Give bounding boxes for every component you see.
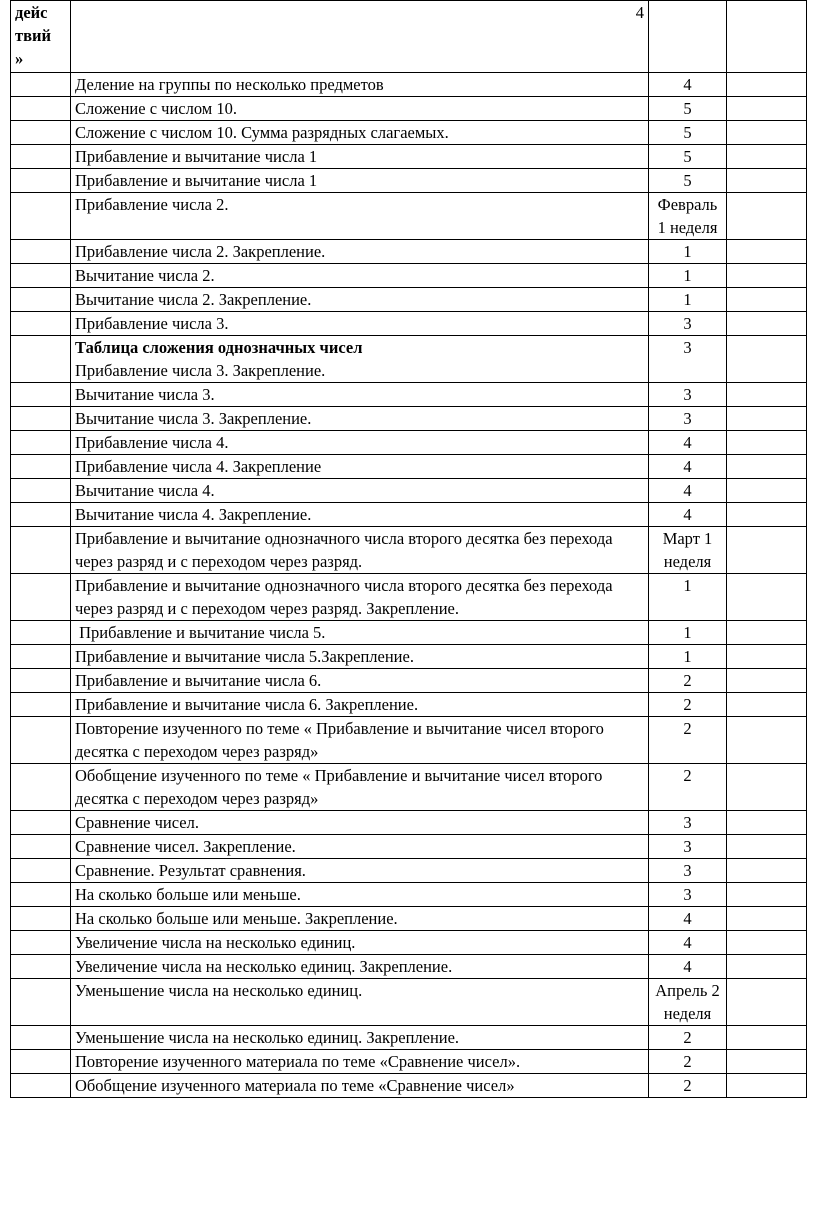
row-empty-cell bbox=[727, 121, 807, 145]
row-empty-cell bbox=[11, 764, 71, 811]
table-row bbox=[11, 621, 807, 645]
row-empty-cell bbox=[11, 811, 71, 835]
topic-text: Прибавление числа 2. Закрепление. bbox=[75, 242, 326, 261]
topic-cell bbox=[71, 121, 649, 145]
hours-cell: 5 bbox=[649, 169, 727, 193]
topic-text: Сложение с числом 10. bbox=[75, 99, 237, 118]
hours-cell: 3 bbox=[649, 312, 727, 336]
topic-text: Вычитание числа 2. Закрепление. bbox=[75, 290, 312, 309]
table-row bbox=[11, 907, 807, 931]
topic-text: Прибавление и вычитание числа 6. bbox=[75, 671, 322, 690]
row-empty-cell bbox=[727, 336, 807, 383]
topic-cell bbox=[71, 145, 649, 169]
row-empty-cell bbox=[727, 883, 807, 907]
hours-cell: 5 bbox=[649, 121, 727, 145]
table-row bbox=[11, 336, 807, 383]
row-empty-cell bbox=[727, 383, 807, 407]
hours-cell: 3 bbox=[649, 383, 727, 407]
hours-cell: 2 bbox=[649, 1050, 727, 1074]
row-empty-cell bbox=[727, 1074, 807, 1098]
topic-text: Сложение с числом 10. Сумма разрядных слагаемых. bbox=[75, 123, 449, 142]
row-empty-cell bbox=[727, 669, 807, 693]
topic-text: Увеличение числа на несколько единиц. Закрепление. bbox=[75, 957, 453, 976]
topic-text: Деление на группы по несколько предметов bbox=[75, 75, 384, 94]
row-empty-cell bbox=[727, 407, 807, 431]
row-empty-cell bbox=[727, 312, 807, 336]
topic-cell bbox=[71, 527, 649, 574]
topic-text: Повторение изученного по теме « Прибавление и вычитание чисел второго десятка с переходом через разряд» bbox=[75, 719, 604, 761]
row-empty-cell bbox=[11, 717, 71, 764]
hours-cell: 4 bbox=[649, 955, 727, 979]
row-empty-cell bbox=[11, 645, 71, 669]
topic-cell bbox=[71, 97, 649, 121]
table-row bbox=[11, 288, 807, 312]
head-empty-cell bbox=[727, 1, 807, 73]
hours-cell: 2 bbox=[649, 717, 727, 764]
topic-cell bbox=[71, 1026, 649, 1050]
table-row bbox=[11, 645, 807, 669]
row-empty-cell bbox=[727, 574, 807, 621]
topic-text: Вычитание числа 2. bbox=[75, 266, 215, 285]
row-empty-cell bbox=[11, 73, 71, 97]
table-row bbox=[11, 193, 807, 240]
table-row bbox=[11, 121, 807, 145]
topic-cell bbox=[71, 669, 649, 693]
row-empty-cell bbox=[11, 955, 71, 979]
table-row bbox=[11, 383, 807, 407]
table-row bbox=[11, 931, 807, 955]
topic-text: Сравнение чисел. bbox=[75, 813, 199, 832]
table-row bbox=[11, 312, 807, 336]
topic-text: Прибавление и вычитание числа 5.Закрепление. bbox=[75, 647, 414, 666]
row-empty-cell bbox=[11, 407, 71, 431]
hours-cell: 1 bbox=[649, 645, 727, 669]
hours-cell: 5 bbox=[649, 145, 727, 169]
topic-text: Вычитание числа 3. Закрепление. bbox=[75, 409, 312, 428]
hours-cell: 2 bbox=[649, 669, 727, 693]
row-empty-cell bbox=[11, 859, 71, 883]
table-row bbox=[11, 883, 807, 907]
table-row bbox=[11, 455, 807, 479]
topic-cell bbox=[71, 73, 649, 97]
row-empty-cell bbox=[11, 336, 71, 383]
table-row bbox=[11, 835, 807, 859]
topic-cell bbox=[71, 431, 649, 455]
topic-cell bbox=[71, 859, 649, 883]
topic-text: Прибавление и вычитание числа 6. Закрепление. bbox=[75, 695, 419, 714]
row-empty-cell bbox=[11, 288, 71, 312]
activity-label-cell: дейс твий » bbox=[11, 1, 71, 73]
topic-text: Повторение изученного материала по теме «Сравнение чисел». bbox=[75, 1052, 521, 1071]
row-empty-cell bbox=[11, 97, 71, 121]
topic-text: Прибавление и вычитание однозначного числа второго десятка без перехода через разряд и с переходом через разряд. Закрепление. bbox=[75, 576, 613, 618]
topic-cell bbox=[71, 574, 649, 621]
topic-cell bbox=[71, 264, 649, 288]
head-number-cell: 4 bbox=[71, 1, 649, 73]
table-row bbox=[11, 693, 807, 717]
topic-cell bbox=[71, 383, 649, 407]
hours-cell: 3 bbox=[649, 407, 727, 431]
row-empty-cell bbox=[11, 264, 71, 288]
table-row bbox=[11, 479, 807, 503]
row-empty-cell bbox=[727, 859, 807, 883]
table-row bbox=[11, 811, 807, 835]
hours-cell: 2 bbox=[649, 764, 727, 811]
topic-cell bbox=[71, 883, 649, 907]
row-empty-cell bbox=[727, 717, 807, 764]
table-row bbox=[11, 979, 807, 1026]
topic-text: Прибавление числа 3. bbox=[75, 314, 229, 333]
table-row bbox=[11, 1026, 807, 1050]
hours-cell: 4 bbox=[649, 503, 727, 527]
row-empty-cell bbox=[727, 693, 807, 717]
head-empty-cell bbox=[649, 1, 727, 73]
table-row bbox=[11, 240, 807, 264]
row-empty-cell bbox=[11, 574, 71, 621]
topic-text: На сколько больше или меньше. bbox=[75, 885, 301, 904]
table-row bbox=[11, 717, 807, 764]
row-empty-cell bbox=[727, 931, 807, 955]
lesson-plan-table bbox=[10, 0, 807, 1098]
row-empty-cell bbox=[11, 455, 71, 479]
topic-text: Вычитание числа 4. Закрепление. bbox=[75, 505, 312, 524]
hours-cell: Февраль 1 неделя bbox=[649, 193, 727, 240]
hours-cell: 5 bbox=[649, 97, 727, 121]
row-empty-cell bbox=[11, 503, 71, 527]
topic-text: Уменьшение числа на несколько единиц. bbox=[75, 981, 363, 1000]
row-empty-cell bbox=[727, 288, 807, 312]
hours-cell: 3 bbox=[649, 811, 727, 835]
hours-cell: 1 bbox=[649, 574, 727, 621]
topic-text: Увеличение числа на несколько единиц. bbox=[75, 933, 356, 952]
hours-cell: 1 bbox=[649, 240, 727, 264]
table-row bbox=[11, 407, 807, 431]
hours-cell: 1 bbox=[649, 621, 727, 645]
hours-cell: 1 bbox=[649, 288, 727, 312]
row-empty-cell bbox=[11, 240, 71, 264]
table-row bbox=[11, 1074, 807, 1098]
topic-text: Прибавление и вычитание числа 5. bbox=[75, 623, 326, 642]
topic-cell bbox=[71, 717, 649, 764]
table-row bbox=[11, 503, 807, 527]
hours-cell: 4 bbox=[649, 455, 727, 479]
row-empty-cell bbox=[727, 240, 807, 264]
table-row bbox=[11, 1050, 807, 1074]
topic-cell bbox=[71, 811, 649, 835]
row-empty-cell bbox=[11, 931, 71, 955]
topic-cell bbox=[71, 907, 649, 931]
row-empty-cell bbox=[727, 479, 807, 503]
row-empty-cell bbox=[11, 383, 71, 407]
table-row bbox=[11, 859, 807, 883]
topic-cell bbox=[71, 312, 649, 336]
topic-cell bbox=[71, 764, 649, 811]
topic-cell bbox=[71, 979, 649, 1026]
hours-cell: 4 bbox=[649, 479, 727, 503]
topic-text: Прибавление и вычитание числа 1 bbox=[75, 147, 318, 166]
row-empty-cell bbox=[11, 193, 71, 240]
topic-cell bbox=[71, 1074, 649, 1098]
row-empty-cell bbox=[11, 621, 71, 645]
row-empty-cell bbox=[11, 669, 71, 693]
row-empty-cell bbox=[727, 621, 807, 645]
hours-cell: 4 bbox=[649, 73, 727, 97]
hours-cell: 3 bbox=[649, 883, 727, 907]
topic-cell bbox=[71, 1050, 649, 1074]
section-heading: Таблица сложения однозначных чисел bbox=[75, 338, 363, 357]
topic-text: Сравнение чисел. Закрепление. bbox=[75, 837, 296, 856]
table-row bbox=[11, 73, 807, 97]
topic-text: Прибавление и вычитание однозначного числа второго десятка без перехода через разряд и с переходом через разряд. bbox=[75, 529, 613, 571]
topic-text: Сравнение. Результат сравнения. bbox=[75, 861, 306, 880]
row-empty-cell bbox=[727, 455, 807, 479]
row-empty-cell bbox=[11, 312, 71, 336]
row-empty-cell bbox=[11, 431, 71, 455]
topic-cell bbox=[71, 407, 649, 431]
row-empty-cell bbox=[11, 907, 71, 931]
topic-cell bbox=[71, 479, 649, 503]
table-row bbox=[11, 431, 807, 455]
row-empty-cell bbox=[727, 145, 807, 169]
topic-text: Прибавление и вычитание числа 1 bbox=[75, 171, 318, 190]
row-empty-cell bbox=[11, 1050, 71, 1074]
table-row bbox=[11, 955, 807, 979]
topic-text: Прибавление числа 2. bbox=[75, 195, 229, 214]
row-empty-cell bbox=[727, 1026, 807, 1050]
topic-cell bbox=[71, 169, 649, 193]
topic-text: Вычитание числа 3. bbox=[75, 385, 215, 404]
table-row bbox=[11, 574, 807, 621]
row-empty-cell bbox=[11, 527, 71, 574]
table-row bbox=[11, 669, 807, 693]
table-row bbox=[11, 264, 807, 288]
row-empty-cell bbox=[727, 193, 807, 240]
topic-cell bbox=[71, 955, 649, 979]
row-empty-cell bbox=[11, 693, 71, 717]
topic-cell bbox=[71, 336, 649, 383]
hours-cell: 4 bbox=[649, 431, 727, 455]
topic-text: Обобщение изученного по теме « Прибавление и вычитание чисел второго десятка с переходом через разряд» bbox=[75, 766, 603, 808]
topic-cell bbox=[71, 455, 649, 479]
topic-text: Вычитание числа 4. bbox=[75, 481, 215, 500]
table-row bbox=[11, 527, 807, 574]
hours-cell: 3 bbox=[649, 859, 727, 883]
hours-cell: 4 bbox=[649, 907, 727, 931]
row-empty-cell bbox=[727, 1050, 807, 1074]
row-empty-cell bbox=[727, 955, 807, 979]
table-row bbox=[11, 145, 807, 169]
hours-cell: 3 bbox=[649, 336, 727, 383]
topic-cell bbox=[71, 931, 649, 955]
row-empty-cell bbox=[727, 979, 807, 1026]
topic-text: Прибавление числа 3. Закрепление. bbox=[75, 361, 326, 380]
row-empty-cell bbox=[727, 431, 807, 455]
topic-cell bbox=[71, 240, 649, 264]
topic-text: Уменьшение числа на несколько единиц. Закрепление. bbox=[75, 1028, 460, 1047]
row-empty-cell bbox=[11, 1074, 71, 1098]
row-empty-cell bbox=[727, 264, 807, 288]
row-empty-cell bbox=[727, 73, 807, 97]
lesson-plan-body bbox=[11, 1, 807, 1098]
row-empty-cell bbox=[727, 764, 807, 811]
table-row bbox=[11, 764, 807, 811]
hours-cell: 2 bbox=[649, 1026, 727, 1050]
topic-cell bbox=[71, 503, 649, 527]
row-empty-cell bbox=[727, 527, 807, 574]
topic-cell bbox=[71, 645, 649, 669]
table-row bbox=[11, 169, 807, 193]
hours-cell: 2 bbox=[649, 693, 727, 717]
hours-cell: 1 bbox=[649, 264, 727, 288]
row-empty-cell bbox=[11, 883, 71, 907]
row-empty-cell bbox=[727, 811, 807, 835]
table-row bbox=[11, 97, 807, 121]
hours-cell: Март 1 неделя bbox=[649, 527, 727, 574]
row-empty-cell bbox=[11, 145, 71, 169]
row-empty-cell bbox=[727, 645, 807, 669]
table-row-header bbox=[11, 1, 807, 73]
hours-cell: 4 bbox=[649, 931, 727, 955]
topic-cell bbox=[71, 835, 649, 859]
row-empty-cell bbox=[11, 169, 71, 193]
row-empty-cell bbox=[727, 169, 807, 193]
topic-cell bbox=[71, 693, 649, 717]
row-empty-cell bbox=[727, 97, 807, 121]
topic-text: Прибавление числа 4. bbox=[75, 433, 229, 452]
topic-cell bbox=[71, 621, 649, 645]
topic-text: Прибавление числа 4. Закрепление bbox=[75, 457, 322, 476]
row-empty-cell bbox=[727, 907, 807, 931]
row-empty-cell bbox=[11, 121, 71, 145]
topic-text: На сколько больше или меньше. Закрепление. bbox=[75, 909, 398, 928]
row-empty-cell bbox=[11, 835, 71, 859]
topic-cell bbox=[71, 288, 649, 312]
row-empty-cell bbox=[727, 503, 807, 527]
row-empty-cell bbox=[11, 979, 71, 1026]
topic-cell bbox=[71, 193, 649, 240]
row-empty-cell bbox=[727, 835, 807, 859]
hours-cell: Апрель 2 неделя bbox=[649, 979, 727, 1026]
hours-cell: 2 bbox=[649, 1074, 727, 1098]
row-empty-cell bbox=[11, 1026, 71, 1050]
topic-text: Обобщение изученного материала по теме «Сравнение чисел» bbox=[75, 1076, 515, 1095]
hours-cell: 3 bbox=[649, 835, 727, 859]
row-empty-cell bbox=[11, 479, 71, 503]
